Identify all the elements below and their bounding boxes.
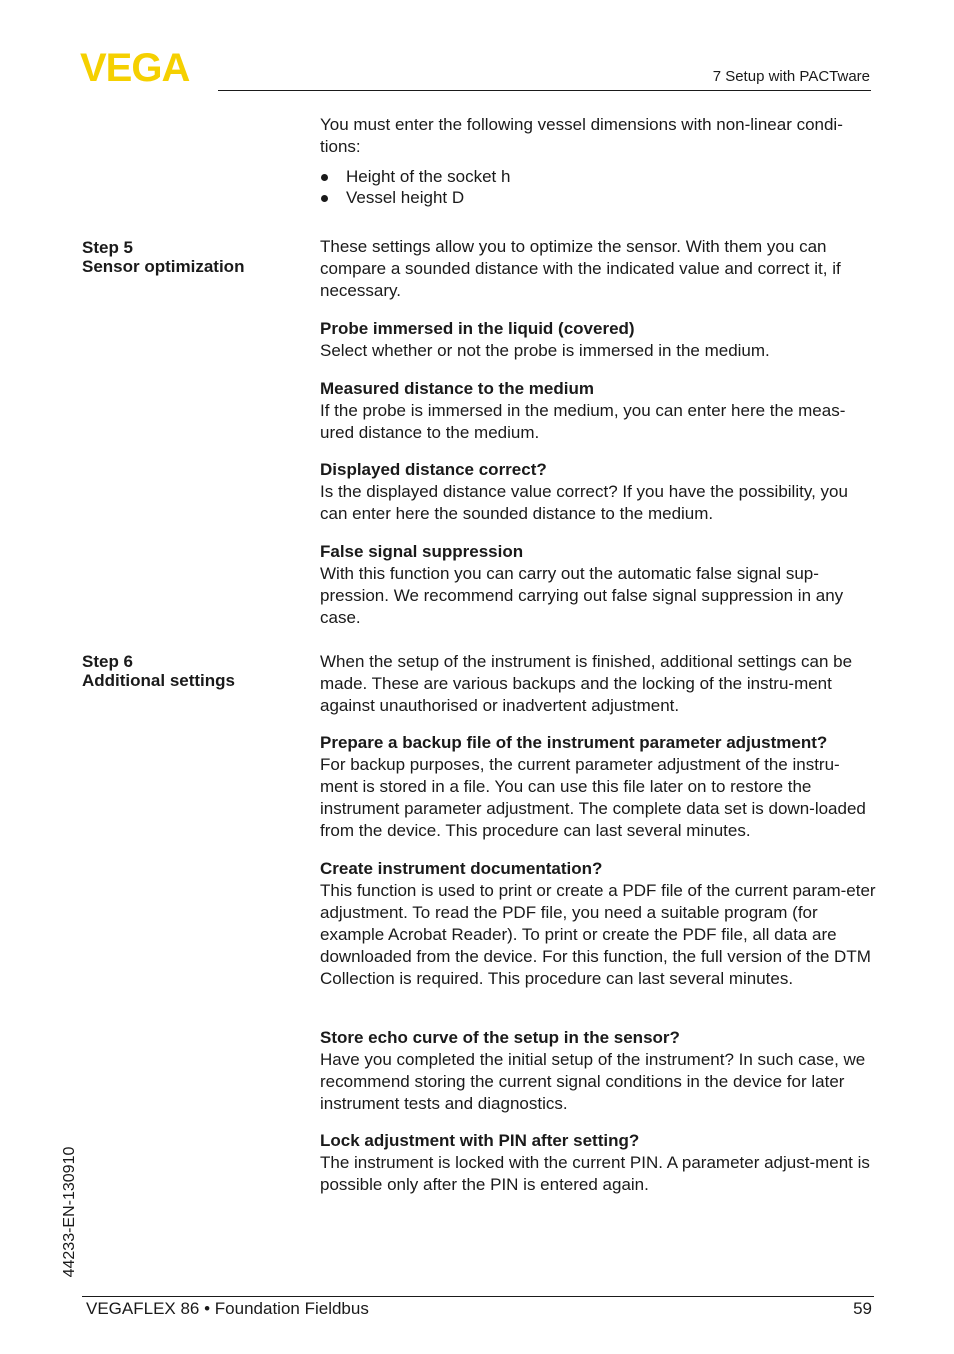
- section-title: 7 Setup with PACTware: [712, 68, 870, 85]
- document-code: 44233-EN-130910: [61, 1146, 78, 1278]
- paragraph: When the setup of the instrument is finished, additional settings can be made. These are various backups and the locking of the instru-ment against unauthorised or inadvertent adjustment.: [320, 652, 853, 715]
- step5-intro: [320, 236, 876, 302]
- item-heading: Prepare a backup file of the instrument parameter adjustment?: [320, 733, 828, 752]
- paragraph: These settings allow you to optimize the sensor. With them you can compare a sounded distance with the indicated value and correct it, if necessary.: [320, 237, 841, 300]
- item-text: The instrument is locked with the current PIN. A parameter adjust-ment is possible only after the PIN is entered again.: [320, 1153, 870, 1194]
- step5-item: [320, 459, 876, 525]
- step6-item: [320, 1130, 876, 1196]
- vega-logo: [80, 50, 212, 84]
- item-text: If the probe is immersed in the medium, you can enter here the meas-ured distance to the medium.: [320, 401, 846, 442]
- item-text: For backup purposes, the current parameter adjustment of the instru-ment is stored in a file. You can use this file later on to restore the instrument parameter adjustment. The complete data set is down-loaded from the device. This procedure can last several minutes.: [320, 755, 866, 840]
- item-heading: Measured distance to the medium: [320, 379, 594, 398]
- step5-item: [320, 378, 876, 444]
- item-text: With this function you can carry out the automatic false signal sup-pression. We recommend carrying out false signal suppression in any case.: [320, 564, 844, 627]
- step5-sidebar: [82, 238, 244, 276]
- item-heading: Store echo curve of the setup in the sensor?: [320, 1028, 680, 1047]
- step6-intro: [320, 651, 876, 717]
- step-label: Step 6: [82, 652, 134, 671]
- item-text: This function is used to print or create a PDF file of the current param-eter adjustment. To read the PDF file, you need a suitable program (for example Acrobat Reader). To print or create the PDF file, all data are downloaded from the device. For this function, the full version of the DTM Collection is required. This procedure can last several minutes.: [320, 881, 876, 988]
- footer-divider: [82, 1296, 874, 1297]
- step6-item: [320, 1027, 876, 1115]
- item-text: Select whether or not the probe is immersed in the medium.: [320, 341, 770, 360]
- item-heading: Lock adjustment with PIN after setting?: [320, 1131, 640, 1150]
- item-text: Have you completed the initial setup of the instrument? In such case, we recommend storing the current signal conditions in the device for later instrument tests and diagnostics.: [320, 1050, 866, 1113]
- step5-item: [320, 541, 876, 629]
- header-divider: [218, 90, 871, 91]
- step-title: Additional settings: [82, 671, 235, 690]
- item-heading: Displayed distance correct?: [320, 460, 547, 479]
- dimension-list: [320, 166, 876, 208]
- page-number: 59: [853, 1299, 872, 1318]
- step6-item: [320, 858, 876, 990]
- item-heading: False signal suppression: [320, 542, 524, 561]
- item-heading: Probe immersed in the liquid (covered): [320, 319, 635, 338]
- list-item: Vessel height D: [320, 187, 876, 208]
- step6-item: [320, 732, 876, 842]
- step5-item: [320, 318, 876, 362]
- step6-sidebar: [82, 652, 235, 690]
- list-item: Height of the socket h: [320, 166, 876, 187]
- intro-text: You must enter the following vessel dimensions with non-linear condi-tions:: [320, 115, 843, 156]
- footer-product: VEGAFLEX 86 • Foundation Fieldbus: [86, 1299, 369, 1318]
- intro-block: [320, 114, 876, 208]
- step-title: Sensor optimization: [82, 257, 245, 276]
- item-text: Is the displayed distance value correct? If you have the possibility, you can enter here the sounded distance to the medium.: [320, 482, 848, 523]
- svg-text:VEGA: VEGA: [80, 50, 190, 84]
- step-label: Step 5: [82, 238, 134, 257]
- item-heading: Create instrument documentation?: [320, 859, 603, 878]
